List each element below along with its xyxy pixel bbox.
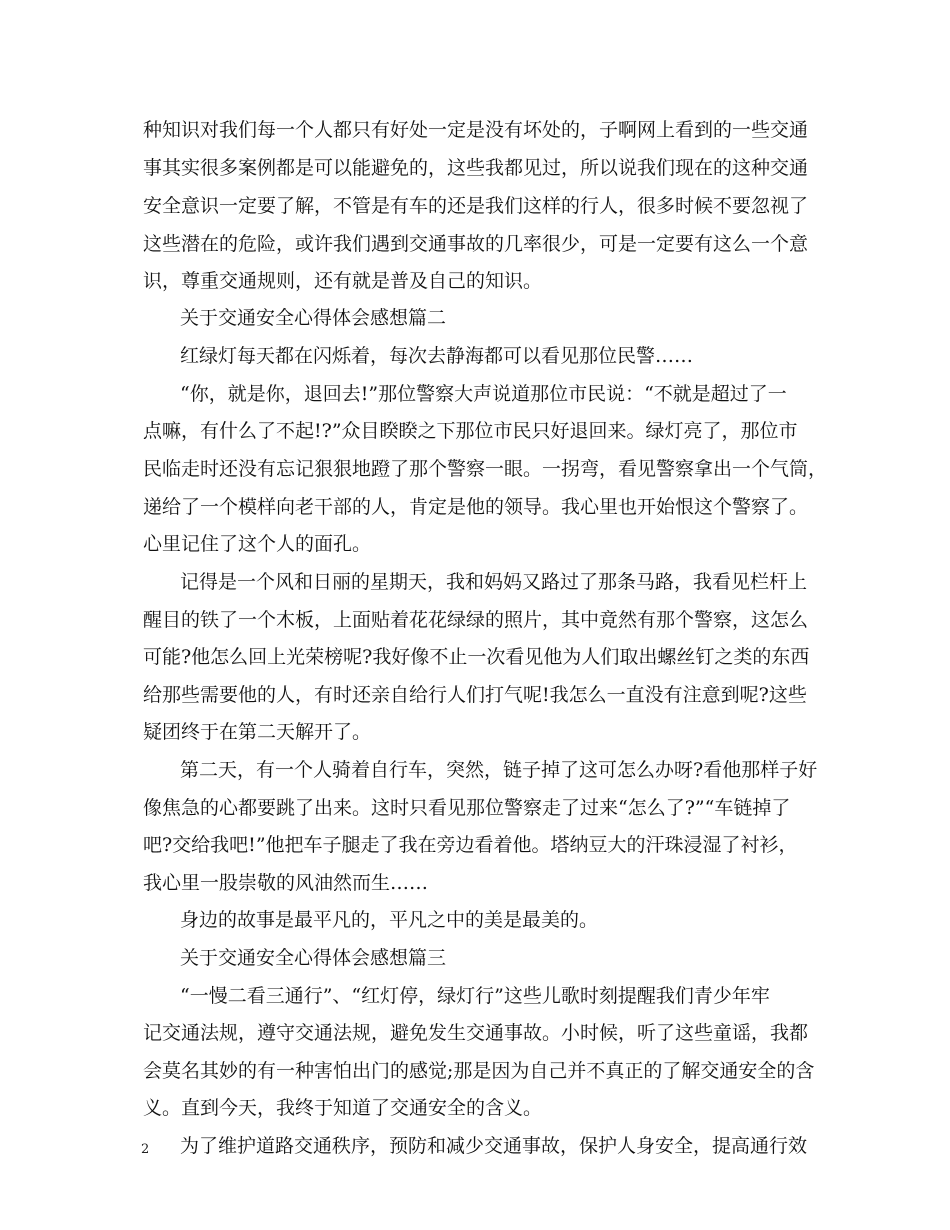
text-line: 会莫名其妙的有一种害怕出门的感觉;那是因为自己并不真正的了解交通安全的含 <box>143 1060 815 1082</box>
section-heading: 关于交通安全心得体会感想篇三 <box>180 947 447 969</box>
text-line: 记交通法规，遵守交通法规，避免发生交通事故。小时候，听了这些童谣，我都 <box>143 1022 809 1044</box>
text-line: 为了维护道路交通秩序，预防和减少交通事故，保护人身安全，提高通行效 <box>180 1135 808 1157</box>
text-line: 事其实很多案例都是可以能避免的，这些我都见过，所以说我们现在的这种交通 <box>143 157 809 179</box>
text-line: 身边的故事是最平凡的，平凡之中的美是最美的。 <box>180 909 599 931</box>
text-line: 给那些需要他的人，有时还亲自给行人们打气呢!我怎么一直没有注意到呢?这些 <box>143 684 807 706</box>
text-line: 点嘛，有什么了不起!?”众目睽睽之下那位市民只好退回来。绿灯亮了，那位市 <box>143 420 798 442</box>
text-line: 递给了一个模样向老干部的人，肯定是他的领导。我心里也开始恨这个警察了。 <box>143 496 809 518</box>
text-line: 这些潜在的危险，或许我们遇到交通事故的几率很少，可是一定要有这么一个意 <box>143 233 809 255</box>
text-line: 心里记住了这个人的面孔。 <box>143 533 372 555</box>
text-line: 记得是一个风和日丽的星期天，我和妈妈又路过了那条马路，我看见栏杆上 <box>180 571 808 593</box>
text-line: 吧?交给我吧!”他把车子腿走了我在旁边看着他。塔纳豆大的汗珠浸湿了衬衫， <box>143 834 798 856</box>
text-line: 安全意识一定要了解，不管是有车的还是我们这样的行人，很多时候不要忽视了 <box>143 195 809 217</box>
text-line: 可能?他怎么回上光荣榜呢?我好像不止一次看见他为人们取出螺丝钉之类的东西 <box>143 646 810 668</box>
text-line: 民临走时还没有忘记狠狠地蹬了那个警察一眼。一拐弯，看见警察拿出一个气筒， <box>143 458 828 480</box>
text-line: 种知识对我们每一个人都只有好处一定是没有坏处的，子啊网上看到的一些交通 <box>143 119 809 141</box>
text-line: “你，就是你，退回去!”那位警察大声说道那位市民说：“不就是超过了一 <box>180 383 787 405</box>
text-line: 疑团终于在第二天解开了。 <box>143 721 372 743</box>
section-heading: 关于交通安全心得体会感想篇二 <box>180 307 447 329</box>
text-line: 义。直到今天，我终于知道了交通安全的含义。 <box>143 1097 543 1119</box>
text-line: 像焦急的心都要跳了出来。这时只看见那位警察走了过来“怎么了?”“车链掉了 <box>143 797 791 819</box>
text-line: 醒目的铁了一个木板，上面贴着花花绿绿的照片，其中竟然有那个警察，这怎么 <box>143 609 809 631</box>
text-line: 识，尊重交通规则，还有就是普及自己的知识。 <box>143 270 543 292</box>
text-line: 红绿灯每天都在闪烁着，每次去静海都可以看见那位民警…… <box>180 345 694 367</box>
text-line: “一慢二看三通行”、“红灯停，绿灯行”这些儿歌时刻提醒我们青少年牢 <box>180 985 770 1007</box>
text-line: 第二天，有一个人骑着自行车，突然，链子掉了这可怎么办呀?看他那样子好 <box>180 759 818 781</box>
page-number: 2 <box>141 1142 150 1157</box>
text-line: 我心里一股崇敬的风油然而生…… <box>143 872 429 894</box>
